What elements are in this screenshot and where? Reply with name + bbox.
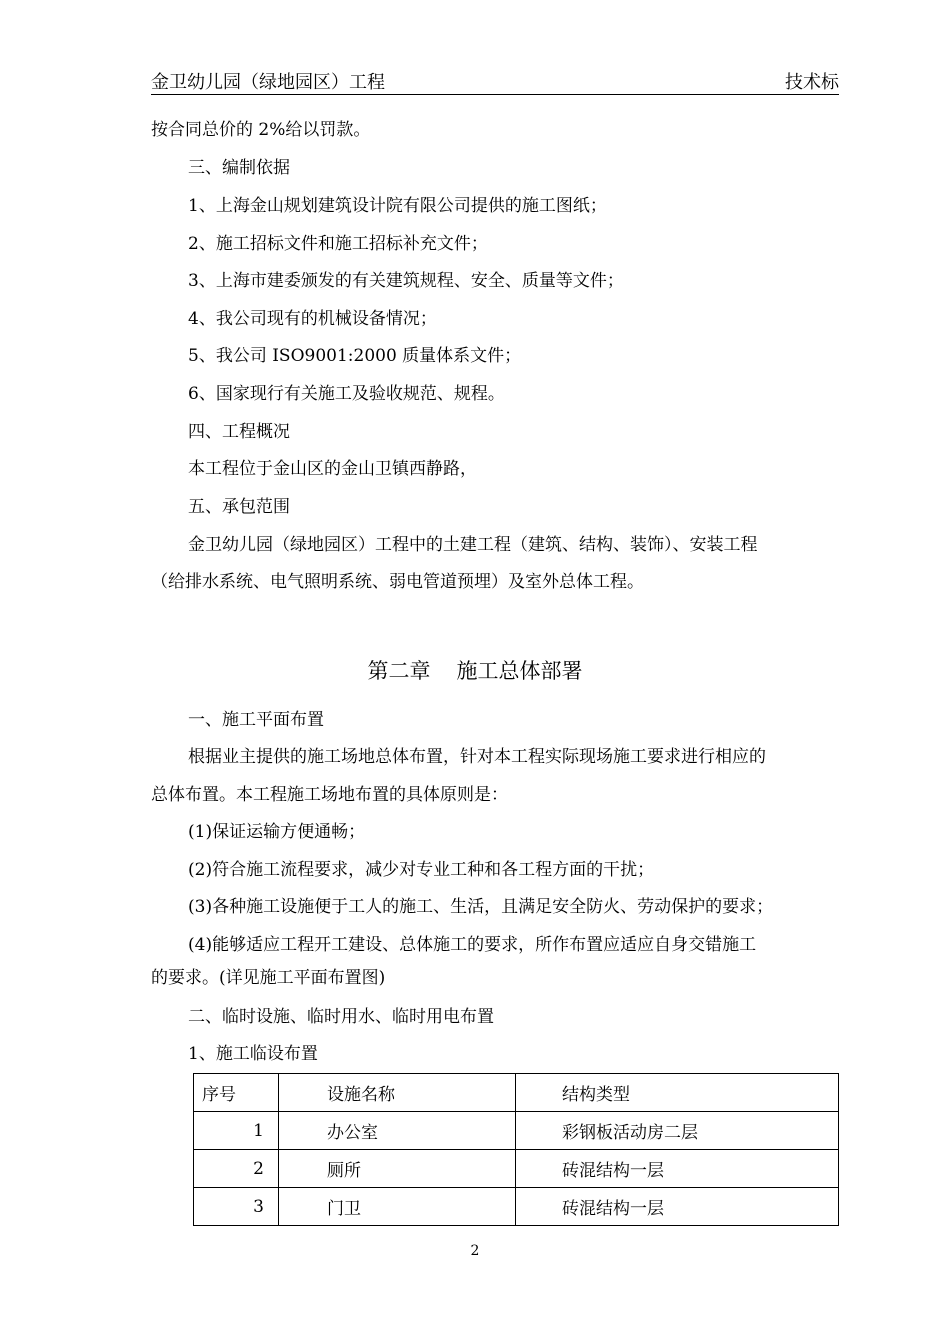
cell-structure-type: 砖混结构一层 [516, 1150, 839, 1188]
chapter-title [0, 657, 950, 685]
layout-intro-line-2: 总体布置。本工程施工场地布置的具体原则是： [151, 785, 508, 805]
layout-principle-3: (3)各种施工设施便于工人的施工、生活，且满足安全防火、劳动保护的要求； [188, 897, 774, 917]
basis-item-4: 4、我公司现有的机械设备情况； [188, 309, 437, 329]
page-number: 2 [470, 1243, 480, 1259]
cell-number: 2 [194, 1150, 279, 1188]
header-cell-number: 序号 [194, 1074, 279, 1112]
basis-item-6: 6、国家现行有关施工及验收规范、规程。 [188, 384, 505, 404]
section-heading-scope: 五、承包范围 [188, 497, 290, 517]
table-row [194, 1188, 839, 1226]
penalty-clause-line: 按合同总价的 2%给以罚款。 [151, 120, 371, 140]
scope-text-line-2: （给排水系统、电气照明系统、弱电管道预埋）及室外总体工程。 [151, 572, 644, 592]
cell-structure-type: 砖混结构一层 [516, 1188, 839, 1226]
chapter-number: 第二章 [367, 659, 431, 683]
header-project-title: 金卫幼儿园（绿地园区）工程 [151, 72, 385, 93]
header-cell-facility-name: 设施名称 [279, 1074, 516, 1112]
section-heading-basis: 三、编制依据 [188, 158, 290, 178]
layout-principle-1: (1)保证运输方便通畅； [188, 822, 366, 842]
basis-item-2: 2、施工招标文件和施工招标补充文件； [188, 234, 488, 254]
basis-item-5: 5、我公司 ISO9001:2000 质量体系文件； [188, 346, 522, 366]
section-heading-overview: 四、工程概况 [188, 422, 290, 442]
layout-principle-4-line-1: (4)能够适应工程开工建设、总体施工的要求，所作布置应适应自身交错施工 [188, 935, 757, 955]
cell-facility-name: 厕所 [279, 1150, 516, 1188]
scope-text-line-1: 金卫幼儿园（绿地园区）工程中的土建工程（建筑、结构、装饰）、安装工程 [188, 535, 758, 555]
layout-principle-2: (2)符合施工流程要求，减少对专业工种和各工程方面的干扰； [188, 860, 655, 880]
section-heading-site-layout: 一、施工平面布置 [188, 710, 324, 730]
temporary-facilities-table [193, 1073, 839, 1226]
table-header-row [194, 1074, 839, 1112]
layout-principle-4-line-2: 的要求。(详见施工平面布置图) [151, 968, 386, 988]
table-row [194, 1112, 839, 1150]
cell-structure-type: 彩钢板活动房二层 [516, 1112, 839, 1150]
page-header [151, 66, 839, 95]
subheading-temporary-facility-layout: 1、施工临设布置 [188, 1044, 318, 1064]
header-cell-structure-type: 结构类型 [516, 1074, 839, 1112]
overview-text: 本工程位于金山区的金山卫镇西静路， [188, 459, 477, 479]
cell-number: 1 [194, 1112, 279, 1150]
header-section-label: 技术标 [785, 72, 839, 93]
cell-number: 3 [194, 1188, 279, 1226]
layout-intro-line-1: 根据业主提供的施工场地总体布置，针对本工程实际现场施工要求进行相应的 [188, 747, 766, 767]
basis-item-3: 3、上海市建委颁发的有关建筑规程、安全、质量等文件； [188, 271, 624, 291]
cell-facility-name: 办公室 [279, 1112, 516, 1150]
chapter-name: 施工总体部署 [456, 659, 583, 683]
cell-facility-name: 门卫 [279, 1188, 516, 1226]
section-heading-temporary-facilities: 二、临时设施、临时用水、临时用电布置 [188, 1007, 494, 1027]
basis-item-1: 1、上海金山规划建筑设计院有限公司提供的施工图纸； [188, 196, 607, 216]
table-row [194, 1150, 839, 1188]
